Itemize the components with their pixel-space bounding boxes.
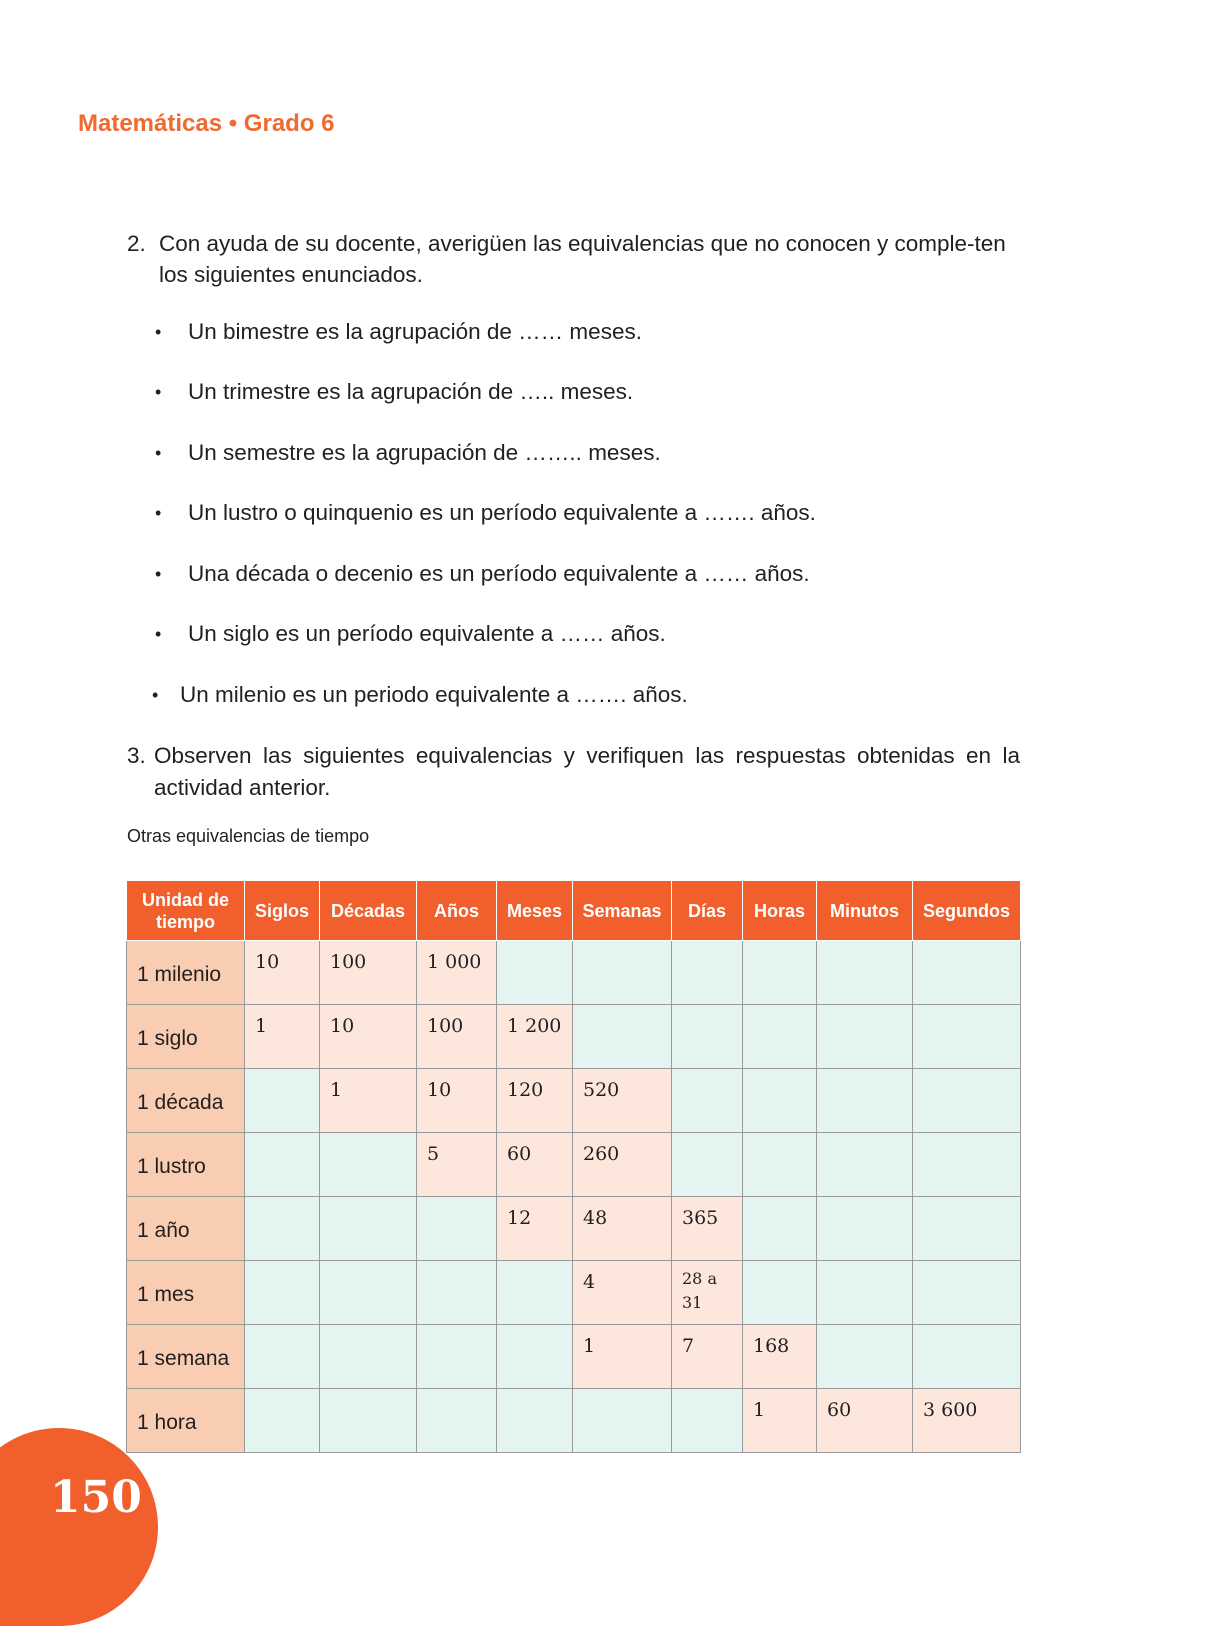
table-cell [573,1005,672,1069]
cell-value [743,1005,816,1015]
table-cell [320,1261,417,1325]
bullet-dot: • [155,564,162,584]
cell-value: 1 [753,1399,766,1421]
cell-value: 3 600 [923,1399,978,1421]
page-number: 150 [50,1472,142,1523]
table-cell [417,1389,497,1453]
table-cell [913,1261,1021,1325]
time-equivalence-table [126,880,1021,1453]
bullet-dot: • [155,503,162,523]
cell-value [245,1389,319,1399]
table-row [127,1389,1021,1453]
cell-value: 10 [330,1015,355,1037]
row-header-cell: 1 hora [127,1389,245,1453]
row-header-cell: 1 milenio [127,941,245,1005]
cell-value: 1 [330,1079,343,1101]
column-header: Minutos [817,881,913,941]
cell-value [672,1389,742,1399]
cell-value [417,1389,496,1399]
table-cell [817,941,913,1005]
table-row [127,1197,1021,1261]
cell-value [573,1005,671,1015]
column-header: Horas [743,881,817,941]
table-cell [245,1389,320,1453]
cell-value [743,1197,816,1207]
column-header: Días [672,881,743,941]
table-row [127,1133,1021,1197]
table-cell [672,1261,743,1325]
cell-value [417,1261,496,1271]
cell-value: 520 [583,1079,620,1101]
table-cell [743,1325,817,1389]
cell-value [573,941,671,951]
cell-value: 60 [827,1399,852,1421]
cell-value [320,1133,416,1143]
cell-value [913,1325,1020,1335]
table-cell [497,1197,573,1261]
table-cell [672,1069,743,1133]
cell-value: 1 000 [427,951,482,973]
cell-value [320,1389,416,1399]
cell-value: 120 [507,1079,544,1101]
cell-value [817,1197,912,1207]
cell-value: 10 [427,1079,452,1101]
table-cell [573,1325,672,1389]
cell-value [672,1069,742,1079]
table-cell [743,1069,817,1133]
table-cell [672,941,743,1005]
cell-value [817,1069,912,1079]
row-header-cell: 1 semana [127,1325,245,1389]
cell-value [573,1389,671,1399]
table-cell [497,1261,573,1325]
cell-value [497,941,572,951]
table-cell [573,941,672,1005]
table-cell [497,1133,573,1197]
column-header: Unidad de tiempo [127,881,245,941]
cell-value: 48 [583,1207,608,1229]
bullet-text: Un bimestre es la agrupación de …… meses. [188,319,642,344]
table-cell [743,1005,817,1069]
bullet-dot: • [155,624,162,644]
table-cell [320,941,417,1005]
table-cell [672,1197,743,1261]
table-cell [245,1197,320,1261]
cell-value: 60 [507,1143,532,1165]
row-header-cell: 1 década [127,1069,245,1133]
cell-value [817,941,912,951]
cell-value: 1 [583,1335,596,1357]
exercise-instructions: Observen las siguientes equivalencias y verifiquen las respuestas obtenidas en la actividad anterior. [154,743,1020,800]
table-cell [417,941,497,1005]
column-header: Décadas [320,881,417,941]
table-cell [913,1197,1021,1261]
cell-value [743,1069,816,1079]
cell-value: 260 [583,1143,620,1165]
table-cell [743,941,817,1005]
cell-value [417,1197,496,1207]
cell-value [743,1261,816,1271]
bullet-text: Un siglo es un período equivalente a …… años. [188,621,666,646]
cell-value [245,1197,319,1207]
cell-value [497,1389,572,1399]
column-header: Semanas [573,881,672,941]
cell-value [817,1325,912,1335]
cell-value [245,1261,319,1271]
cell-value [497,1325,572,1335]
table-cell [320,1389,417,1453]
table-cell [817,1133,913,1197]
bullet-text: Una década o decenio es un período equivalente a …… años. [188,561,810,586]
table-cell [245,1069,320,1133]
table-cell [817,1325,913,1389]
table-header-row [127,881,1021,941]
cell-value [913,1069,1020,1079]
table-cell [817,1261,913,1325]
cell-value: 28 a 31 [682,1269,717,1312]
table-cell [320,1325,417,1389]
table-cell [573,1197,672,1261]
cell-value [245,1069,319,1079]
table-cell [913,1069,1021,1133]
table-cell [320,1133,417,1197]
table-cell [320,1197,417,1261]
cell-value [320,1197,416,1207]
table-cell [817,1389,913,1453]
cell-value [743,941,816,951]
cell-value: 7 [682,1335,695,1357]
exercise-number: 3. [127,743,146,768]
cell-value: 100 [330,951,367,973]
cell-value [913,941,1020,951]
cell-value [672,941,742,951]
table-cell [672,1389,743,1453]
cell-value [245,1133,319,1143]
exercise-number: 2. [127,231,146,256]
table-row [127,1069,1021,1133]
table-row [127,1005,1021,1069]
cell-value [743,1133,816,1143]
cell-value [817,1261,912,1271]
table-cell [245,1261,320,1325]
cell-value [417,1325,496,1335]
cell-value [320,1261,416,1271]
table-cell [497,941,573,1005]
table-cell [573,1389,672,1453]
bullet-dot: • [155,322,162,342]
table-cell [497,1005,573,1069]
table-cell [672,1325,743,1389]
cell-value [913,1197,1020,1207]
table-cell [817,1069,913,1133]
table-cell [913,941,1021,1005]
table-cell [245,1325,320,1389]
table-cell [573,1133,672,1197]
table-cell [913,1005,1021,1069]
bullet-text: Un trimestre es la agrupación de ….. meses. [188,379,634,404]
table-cell [497,1069,573,1133]
cell-value: 1 [255,1015,268,1037]
column-header: Meses [497,881,573,941]
table-cell [817,1197,913,1261]
cell-value: 12 [507,1207,532,1229]
table-cell [245,1133,320,1197]
cell-value [817,1005,912,1015]
cell-value: 365 [682,1207,719,1229]
table-cell [245,1005,320,1069]
table-cell [245,941,320,1005]
bullet-dot: • [155,382,162,402]
table-cell [320,1005,417,1069]
cell-value: 5 [427,1143,440,1165]
row-header-cell: 1 lustro [127,1133,245,1197]
cell-value [913,1261,1020,1271]
row-header-cell: 1 siglo [127,1005,245,1069]
table-cell [417,1005,497,1069]
table-cell [913,1325,1021,1389]
bullet-text: Un semestre es la agrupación de …….. meses. [188,440,661,465]
bullet-text: Un milenio es un periodo equivalente a ……. años. [180,682,688,707]
table-cell [672,1133,743,1197]
bullet-text: Un lustro o quinquenio es un período equivalente a ……. años. [188,500,816,525]
table-cell [417,1325,497,1389]
table-row [127,1261,1021,1325]
cell-value [913,1133,1020,1143]
cell-value [672,1133,742,1143]
bullet-dot: • [152,685,159,705]
table-cell [417,1133,497,1197]
table-cell [743,1261,817,1325]
column-header: Siglos [245,881,320,941]
table-cell [743,1197,817,1261]
bullet-dot: • [155,443,162,463]
cell-value [913,1005,1020,1015]
cell-value: 1 200 [507,1015,562,1037]
cell-value: 100 [427,1015,464,1037]
table-caption: Otras equivalencias de tiempo [127,826,370,846]
cell-value [817,1133,912,1143]
table-body [127,941,1021,1453]
cell-value: 4 [583,1271,596,1293]
table-row [127,1325,1021,1389]
cell-value [320,1325,416,1335]
table-cell [417,1261,497,1325]
table-cell [817,1005,913,1069]
row-header-cell: 1 año [127,1197,245,1261]
table-cell [743,1133,817,1197]
table-cell [573,1261,672,1325]
cell-value [497,1261,572,1271]
table-cell [320,1069,417,1133]
cell-value: 168 [753,1335,790,1357]
page-number-badge [0,1428,158,1626]
table-cell [573,1069,672,1133]
page-header-title: Matemáticas • Grado 6 [78,110,335,137]
table-cell [743,1389,817,1453]
table-cell [672,1005,743,1069]
exercise-instructions: Con ayuda de su docente, averigüen las equivalencias que no conocen y comple-ten los siguientes enunciados. [159,231,1006,287]
table-cell [913,1133,1021,1197]
column-header: Años [417,881,497,941]
table-cell [497,1389,573,1453]
table-cell [417,1197,497,1261]
cell-value: 10 [255,951,280,973]
row-header-cell: 1 mes [127,1261,245,1325]
table-cell [913,1389,1021,1453]
cell-value [245,1325,319,1335]
table-cell [497,1325,573,1389]
column-header: Segundos [913,881,1021,941]
table-row [127,941,1021,1005]
cell-value [672,1005,742,1015]
table-cell [417,1069,497,1133]
